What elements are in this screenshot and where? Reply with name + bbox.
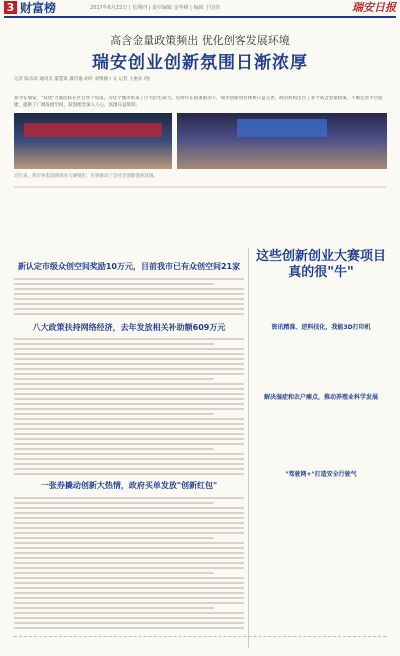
text-line — [14, 577, 244, 579]
text-line — [14, 532, 244, 534]
text-line — [14, 283, 214, 285]
text-line — [14, 562, 244, 564]
article-title-1: 新认定市级众创空间奖励10万元，目前我市已有众创空间21家 — [17, 262, 241, 271]
text-line — [14, 418, 244, 420]
text-line — [14, 298, 244, 300]
text-line — [14, 627, 244, 629]
page-header — [0, 0, 400, 16]
text-line — [14, 612, 244, 614]
article-title-2: 八大政策扶持网络经济，去年发放相关补助额609万元 — [32, 323, 226, 332]
text-line — [14, 293, 244, 295]
text-line — [14, 368, 244, 370]
header-rule — [4, 16, 396, 18]
section-name: 财富榜 — [20, 1, 57, 15]
text-line — [14, 373, 244, 375]
text-line — [14, 572, 214, 574]
text-line — [14, 303, 244, 305]
text-line — [14, 388, 244, 390]
text-line — [14, 348, 244, 350]
text-line — [14, 502, 214, 504]
divider — [14, 186, 386, 188]
text-line — [14, 517, 244, 519]
text-line — [14, 522, 244, 524]
text-line — [14, 567, 244, 569]
text-line — [14, 338, 244, 340]
text-line — [14, 448, 214, 450]
text-line — [14, 278, 244, 280]
continued-box — [14, 636, 386, 651]
text-line — [14, 537, 214, 539]
column-divider — [248, 248, 249, 648]
sidebar-subtitle-2: 解决湿症和农户痛点，推动养殖业科学发展 — [263, 394, 378, 401]
sidebar-subtitle-3: "驾驶网+"打造安全行驶气 — [285, 471, 357, 478]
text-line — [14, 458, 244, 460]
photo-caption: 近年来，我市各类创新创业大赛频出，有效推动了全社会创新创业氛围。 — [14, 174, 158, 179]
text-line — [14, 557, 244, 559]
text-line — [14, 413, 214, 415]
text-line — [14, 463, 244, 465]
text-line — [14, 428, 244, 430]
text-line — [14, 497, 244, 499]
text-line — [14, 582, 244, 584]
article-title-3: 一张券撬动创新大热情，政府买单发放"创新红包" — [40, 481, 218, 490]
sidebar-title: 这些创新创业大赛项目真的很"牛" — [255, 249, 386, 280]
feature-headline: 瑞安创业创新氛围日渐浓厚 — [92, 53, 308, 73]
text-line — [14, 378, 214, 380]
text-line — [14, 353, 244, 355]
article-body-3 — [14, 495, 244, 633]
text-line — [14, 363, 244, 365]
text-line — [14, 592, 244, 594]
text-line — [14, 547, 244, 549]
text-line — [14, 597, 244, 599]
text-line — [14, 622, 244, 624]
text-line — [14, 473, 244, 475]
text-line — [14, 403, 244, 405]
text-line — [14, 617, 244, 619]
text-line — [14, 438, 244, 440]
text-line — [14, 423, 244, 425]
section-number: 3 — [4, 1, 17, 14]
text-line — [14, 313, 244, 315]
text-line — [14, 288, 244, 290]
text-line — [14, 507, 244, 509]
text-line — [14, 512, 244, 514]
text-line — [14, 308, 244, 310]
event-photo-left — [14, 113, 172, 169]
text-line — [14, 607, 214, 609]
text-line — [14, 398, 244, 400]
text-line — [14, 542, 244, 544]
feature-kicker: 高含金量政策频出 优化创客发展环境 — [110, 34, 290, 47]
text-line — [14, 453, 244, 455]
text-line — [14, 468, 244, 470]
sidebar-subtitle-1: 资讯精准、逆料技化，我能3D打印机 — [271, 324, 371, 331]
text-line — [14, 433, 244, 435]
text-line — [14, 443, 244, 445]
event-photo-right — [177, 113, 387, 169]
feature-lead: 知今在瑞安，"双创"力量活跃在社会各个角落，为这个城市带来了巨大的生命力。近两年在政策驱动下，瑞市创新创业体系日益完善，政府机构出台了多个高含金量政策，不断完善平台搭建，提供了广阔发展空间，双创理念深入人心，氛围日益浓厚。 — [14, 96, 383, 108]
article-body-2 — [14, 336, 244, 476]
masthead-logo: 瑞安日报 — [352, 1, 396, 14]
text-line — [14, 393, 244, 395]
text-line — [14, 527, 244, 529]
text-line — [14, 358, 244, 360]
text-line — [14, 343, 214, 345]
text-line — [14, 383, 244, 385]
header-meta: 2017年6月22日 | 星期四 | 责任编辑 金华峰 | 编辑 于国伟 — [90, 5, 221, 11]
article-body-1 — [14, 276, 244, 320]
text-line — [14, 602, 244, 604]
text-line — [14, 408, 244, 410]
text-line — [14, 552, 244, 554]
text-line — [14, 587, 244, 589]
feature-byline: 记者 陈乐添 通讯员 董慧莱 潘肖逸 胡叶 刘维刚 / 文 记者 王惠亦 /图 — [14, 77, 150, 82]
